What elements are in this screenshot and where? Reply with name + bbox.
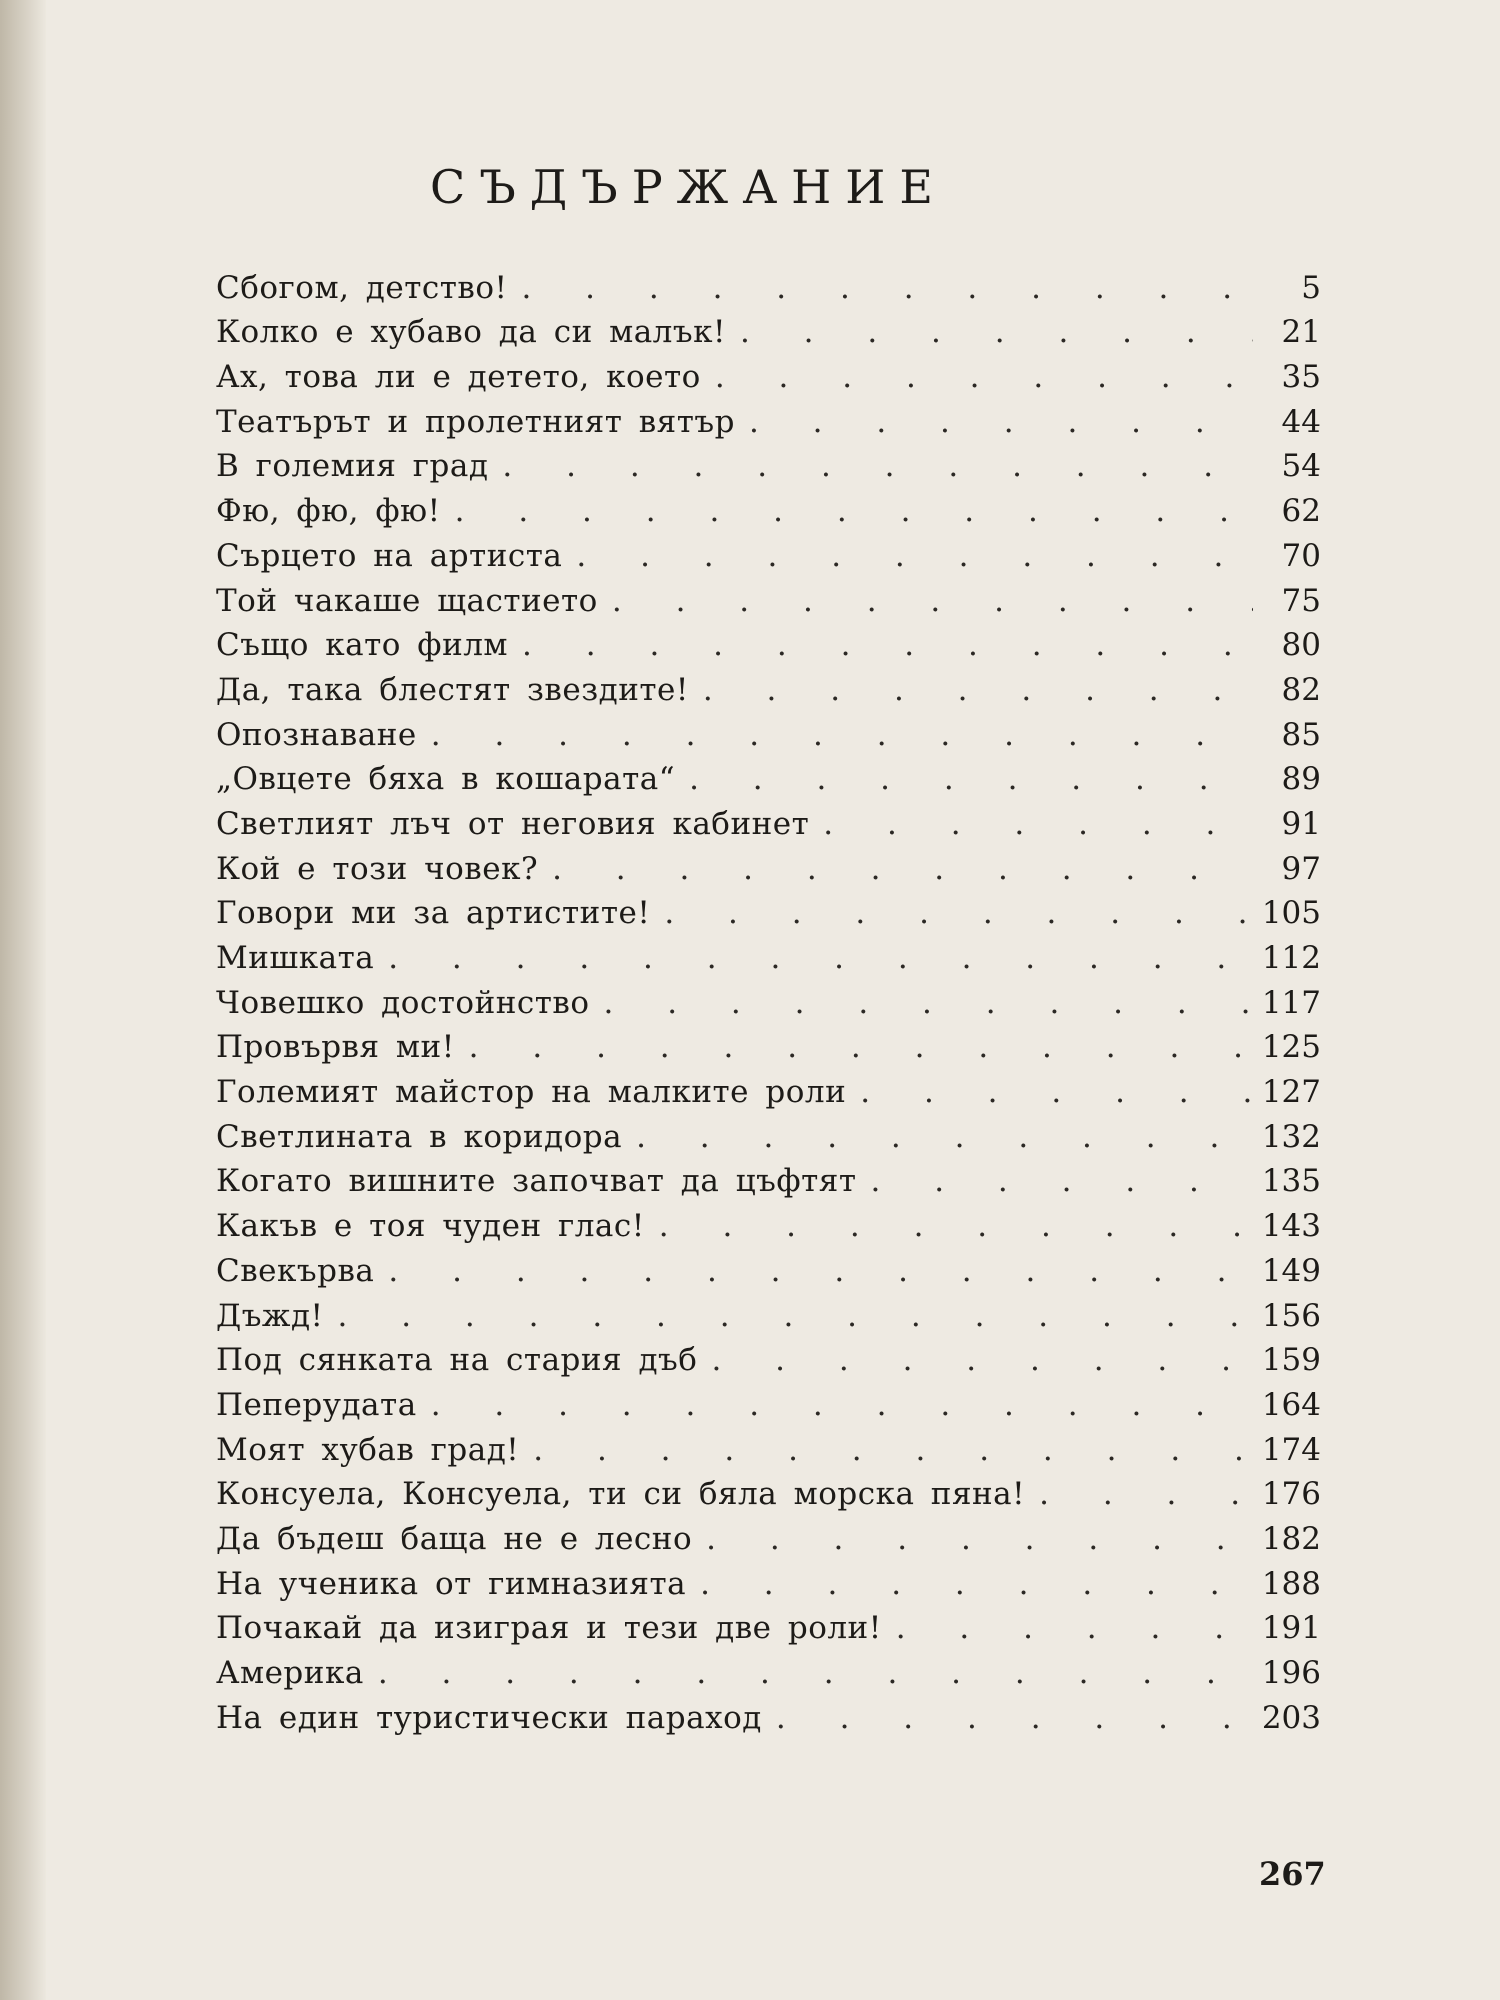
toc-entry <box>216 310 1321 355</box>
toc-entry-page: 44 <box>1281 403 1321 440</box>
toc-entry <box>216 846 1321 891</box>
toc-entry <box>216 1606 1321 1651</box>
toc-entry-title: Той чакаше щастието <box>216 582 598 619</box>
dot-leader <box>590 981 1253 1025</box>
dot-leader <box>689 668 1253 712</box>
toc-entry-page: 62 <box>1281 493 1321 530</box>
dot-leader <box>645 1204 1253 1248</box>
dot-leader <box>488 444 1253 488</box>
toc-entry-title: Консуела, Консуела, ти си бяла морска пяна! <box>216 1476 1026 1513</box>
toc-entry-title: В големия град <box>216 448 489 485</box>
dot-leader <box>686 1562 1253 1606</box>
toc-entry-title: Да, така блестят звездите! <box>216 671 689 708</box>
toc-entry-title: Пеперудата <box>216 1386 417 1423</box>
toc-entry-page: 125 <box>1261 1029 1321 1066</box>
toc-entry-page: 164 <box>1261 1386 1321 1423</box>
toc-entry <box>216 1203 1321 1248</box>
toc-entry-page: 143 <box>1261 1208 1321 1245</box>
toc-entry-page: 174 <box>1261 1431 1321 1468</box>
toc-entry-title: Сбогом, детство! <box>216 269 508 306</box>
toc-entry-title: Да бъдеш баща не е лесно <box>216 1520 693 1557</box>
toc-entry-title: Ах, това ли е детето, което <box>216 359 701 396</box>
toc-entry-page: 80 <box>1281 627 1321 664</box>
dot-leader <box>882 1606 1253 1650</box>
toc-entry-page: 149 <box>1261 1252 1321 1289</box>
toc-entry-page: 75 <box>1281 582 1321 619</box>
toc-entry <box>216 1695 1321 1740</box>
toc-entry <box>216 1338 1321 1383</box>
toc-entry-title: Театърът и пролетният вятър <box>216 403 735 440</box>
toc-entry-page: 127 <box>1261 1074 1321 1111</box>
toc-entry-title: Под сянката на стария дъб <box>216 1342 698 1379</box>
toc-entry-page: 196 <box>1261 1655 1321 1691</box>
toc-entry <box>216 935 1321 980</box>
toc-entry-page: 91 <box>1281 805 1321 842</box>
dot-leader <box>598 579 1253 623</box>
toc-entry-page: 97 <box>1281 850 1321 887</box>
toc-entry-title: Опознаване <box>216 716 417 753</box>
toc-entry <box>216 1382 1321 1427</box>
dot-leader <box>562 534 1253 578</box>
dot-leader <box>417 713 1253 757</box>
dot-leader <box>441 489 1253 533</box>
dot-leader <box>455 1025 1253 1069</box>
toc-entry <box>216 444 1321 489</box>
toc-entry <box>216 354 1321 399</box>
dot-leader <box>762 1696 1253 1740</box>
toc-entry <box>216 980 1321 1025</box>
page-number: 267 <box>1259 1855 1326 1893</box>
dot-leader <box>538 847 1253 891</box>
toc-entry-page: 5 <box>1301 269 1321 306</box>
toc-entry <box>216 1025 1321 1070</box>
dot-leader <box>857 1159 1253 1203</box>
toc-entry-page: 54 <box>1281 448 1321 485</box>
toc-entry-page: 188 <box>1261 1565 1321 1602</box>
toc-entry-page: 70 <box>1281 537 1321 574</box>
toc-entry <box>216 1650 1321 1695</box>
dot-leader <box>507 266 1253 310</box>
toc-entry <box>216 399 1321 444</box>
toc-entry-title: Светлината в коридора <box>216 1118 623 1155</box>
book-spine-shadow <box>0 0 46 2000</box>
toc-entry <box>216 1427 1321 1472</box>
toc-entry <box>216 1159 1321 1204</box>
toc-entry-page: 156 <box>1261 1297 1321 1334</box>
toc-entry-title: Колко е хубаво да си малък! <box>216 314 726 351</box>
dot-leader <box>417 1383 1253 1427</box>
toc-entry-title: Светлият лъч от неговия кабинет <box>216 805 810 842</box>
toc-entry <box>216 578 1321 623</box>
table-of-contents <box>216 265 1321 1740</box>
toc-entry-title: Говори ми за артистите! <box>216 895 651 932</box>
toc-entry <box>216 712 1321 757</box>
toc-entry <box>216 1069 1321 1114</box>
toc-entry-page: 89 <box>1281 761 1321 798</box>
dot-leader <box>735 400 1253 444</box>
toc-entry-page: 159 <box>1261 1342 1321 1379</box>
toc-entry-title: Също като филм <box>216 627 509 664</box>
dot-leader <box>1025 1472 1253 1516</box>
toc-entry <box>216 533 1321 578</box>
book-page <box>46 0 1500 2000</box>
toc-entry-page: 191 <box>1261 1610 1321 1647</box>
toc-entry-page: 117 <box>1261 984 1321 1021</box>
toc-entry <box>216 1114 1321 1159</box>
toc-entry-title: На един туристически параход <box>216 1699 762 1736</box>
toc-entry-page: 182 <box>1261 1520 1321 1557</box>
toc-entry-title: Моят хубав град! <box>216 1431 520 1468</box>
dot-leader <box>324 1294 1254 1338</box>
toc-entry-page: 21 <box>1281 314 1321 351</box>
toc-entry <box>216 891 1321 936</box>
toc-entry-title: Мишката <box>216 940 375 976</box>
dot-leader <box>519 1428 1253 1472</box>
toc-entry-page: 112 <box>1261 940 1321 976</box>
toc-entry-title: Провървя ми! <box>216 1029 455 1066</box>
dot-leader <box>622 1115 1253 1159</box>
toc-entry <box>216 488 1321 533</box>
toc-entry <box>216 1516 1321 1561</box>
toc-entry-title: Свекърва <box>216 1252 375 1289</box>
toc-entry-page: 82 <box>1281 671 1321 708</box>
dot-leader <box>701 355 1253 399</box>
toc-entry-page: 203 <box>1261 1699 1321 1736</box>
dot-leader <box>508 623 1253 667</box>
dot-leader <box>364 1651 1253 1695</box>
dot-leader <box>697 1338 1253 1382</box>
page-title: СЪДЪРЖАНИЕ <box>430 160 947 214</box>
dot-leader <box>374 936 1253 980</box>
dot-leader <box>675 757 1253 801</box>
dot-leader <box>726 310 1253 354</box>
toc-entry <box>216 623 1321 668</box>
toc-entry-title: Големият майстор на малките роли <box>216 1074 847 1111</box>
toc-entry <box>216 757 1321 802</box>
dot-leader <box>692 1517 1253 1561</box>
toc-entry-page: 176 <box>1261 1476 1321 1513</box>
toc-entry-title: Америка <box>216 1655 364 1691</box>
dot-leader <box>846 1070 1253 1114</box>
toc-entry <box>216 801 1321 846</box>
toc-entry-title: Дъжд! <box>216 1297 324 1334</box>
toc-entry <box>216 1561 1321 1606</box>
toc-entry-page: 135 <box>1261 1163 1321 1200</box>
toc-entry-title: Когато вишните започват да цъфтят <box>216 1163 857 1200</box>
toc-entry <box>216 1248 1321 1293</box>
dot-leader <box>809 802 1253 846</box>
toc-entry <box>216 667 1321 712</box>
toc-entry-title: Кой е този човек? <box>216 850 539 887</box>
toc-entry-page: 85 <box>1281 716 1321 753</box>
toc-entry-page: 35 <box>1281 359 1321 396</box>
toc-entry-title: На ученика от гимназията <box>216 1565 687 1602</box>
toc-entry-title: „Овцете бяха в кошарата“ <box>216 761 676 798</box>
toc-entry <box>216 1293 1321 1338</box>
toc-entry-page: 132 <box>1261 1118 1321 1155</box>
toc-entry <box>216 1472 1321 1517</box>
toc-entry-title: Какъв е тоя чуден глас! <box>216 1208 645 1245</box>
toc-entry-title: Почакай да изиграя и тези две роли! <box>216 1610 882 1647</box>
toc-entry-page: 105 <box>1261 895 1321 932</box>
toc-entry-title: Сърцето на артиста <box>216 537 563 574</box>
toc-entry-title: Фю, фю, фю! <box>216 493 441 530</box>
toc-entry-title: Човешко достойнство <box>216 984 590 1021</box>
dot-leader <box>650 891 1253 935</box>
dot-leader <box>374 1249 1253 1293</box>
toc-entry <box>216 265 1321 310</box>
